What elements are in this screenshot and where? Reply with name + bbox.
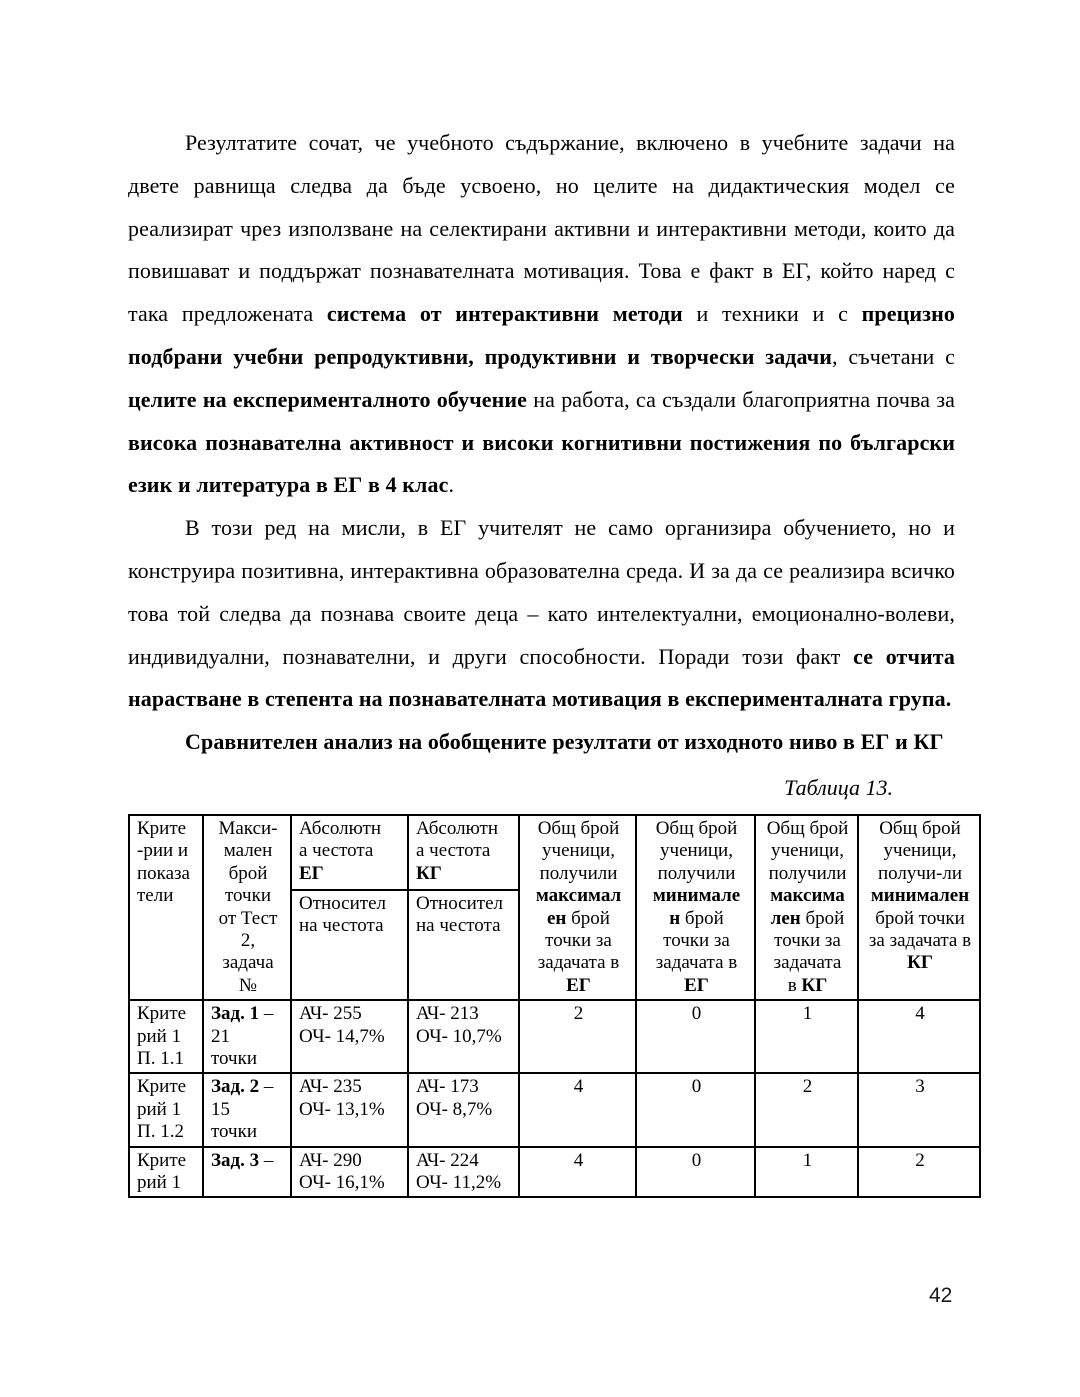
cell-line: а честота bbox=[416, 840, 491, 862]
cell-line: рий 1 bbox=[137, 1025, 182, 1047]
header-cell-abs-freq-kg bbox=[408, 815, 519, 1000]
body-paragraphs bbox=[128, 122, 979, 764]
cell-line: 0 bbox=[691, 1003, 702, 1025]
header-cell-max-count-kg bbox=[755, 815, 858, 1000]
table-cell bbox=[129, 1000, 203, 1073]
cell-line: брой точки bbox=[875, 907, 965, 929]
cell-line: 1 bbox=[802, 1149, 813, 1171]
header-section bbox=[130, 816, 202, 910]
paragraph-results: Резултатите сочат, че учебното съдържание, включено в учебните задачи на двете равнища следва да бъде усвоено, но целите на дидактическия модел се реализират чрез използване на селектирани активни и интерактивни методи, които да повишават и поддържат познавателната мотивация. Това е факт в ЕГ, който наред с така предложената система от интерактивни методи и техники и с прецизно подбрани учебни репродуктивни, продуктивни и творчески задачи, съчетани с целите на експерименталното обучение на работа, са създали благоприятна почва за висока познавателна активност и високи когнитивни постижения по български език и литература в ЕГ в 4 клас. bbox=[128, 130, 955, 498]
header-cell-min-count-kg bbox=[858, 815, 980, 1000]
cell-line: ученици, bbox=[771, 840, 844, 862]
cell-line: Относител bbox=[299, 892, 386, 914]
cell-line: лен брой bbox=[770, 907, 845, 929]
table-header-row bbox=[129, 815, 980, 1000]
cell-line: Зад. 3 – bbox=[211, 1149, 274, 1171]
cell-line: 0 bbox=[691, 1149, 702, 1171]
table-cell bbox=[519, 1000, 636, 1073]
cell-line: брой bbox=[228, 862, 268, 884]
table-cell bbox=[636, 1073, 755, 1146]
header-cell-max-count-eg bbox=[519, 815, 636, 1000]
cell-line: ученици, bbox=[660, 840, 733, 862]
cell-line: точки bbox=[224, 885, 271, 907]
cell-line: получи-ли bbox=[877, 862, 963, 884]
cell-line: ОЧ- 14,7% bbox=[299, 1025, 385, 1047]
header-section bbox=[637, 816, 754, 999]
cell-line: рий 1 bbox=[137, 1098, 182, 1120]
cell-line: максимал bbox=[535, 885, 622, 907]
cell-line: минимале bbox=[652, 885, 741, 907]
cell-line: ОЧ- 8,7% bbox=[416, 1098, 493, 1120]
table-cell bbox=[858, 1000, 980, 1073]
cell-line: КГ bbox=[907, 952, 933, 974]
cell-line: получили bbox=[539, 862, 618, 884]
cell-line: Крите bbox=[137, 817, 187, 839]
cell-line: получили bbox=[768, 862, 847, 884]
paragraph-teacher: В този ред на мисли, в ЕГ учителят не само организира обучението, но и конструира позитивна, интерактивна образователна среда. И за да се реализира всичко това той следва да познава своите деца – като интелектуални, емоционално-волеви, индивидуални, познавателни, и други способности. Поради този факт се отчита нарастване в степента на познавателната мотивация в експерименталната група. bbox=[128, 515, 956, 712]
table-row bbox=[129, 1147, 980, 1198]
cell-line: задача bbox=[222, 952, 274, 974]
cell-line: показа bbox=[137, 862, 190, 884]
cell-line: на честота bbox=[299, 915, 384, 937]
cell-line: АЧ- 290 bbox=[299, 1149, 362, 1171]
cell-line: АЧ- 213 bbox=[416, 1003, 479, 1025]
table-body bbox=[129, 1000, 980, 1197]
cell-line: Общ брой bbox=[655, 817, 738, 839]
cell-line: Абсолютн bbox=[299, 817, 382, 839]
header-cell-abs-freq-eg bbox=[291, 815, 408, 1000]
cell-line: АЧ- 255 bbox=[299, 1003, 362, 1025]
cell-line: рий 1 bbox=[137, 1172, 182, 1194]
table-cell bbox=[755, 1000, 858, 1073]
cell-line: 0 bbox=[691, 1076, 702, 1098]
section-heading: Сравнителен анализ на обобщените резултати от изходното ниво в ЕГ и КГ bbox=[185, 729, 944, 755]
cell-line: а честота bbox=[299, 840, 374, 862]
cell-line: 15 bbox=[211, 1098, 230, 1120]
page-number: 42 bbox=[929, 1284, 953, 1307]
table-cell bbox=[636, 1147, 755, 1198]
header-section bbox=[409, 816, 518, 891]
cell-line: Макси- bbox=[218, 817, 278, 839]
cell-line: 2 bbox=[802, 1076, 813, 1098]
table-cell bbox=[408, 1073, 519, 1146]
table-cell bbox=[203, 1073, 291, 1146]
cell-line: 2 bbox=[573, 1003, 584, 1025]
table-cell bbox=[408, 1000, 519, 1073]
cell-line: Зад. 2 – bbox=[211, 1076, 274, 1098]
table-cell bbox=[858, 1147, 980, 1198]
table-cell bbox=[129, 1073, 203, 1146]
cell-line: 1 bbox=[802, 1003, 813, 1025]
table-cell bbox=[203, 1147, 291, 1198]
cell-line: тели bbox=[137, 885, 174, 907]
table-cell bbox=[755, 1073, 858, 1146]
cell-line: Крите bbox=[137, 1076, 187, 1098]
table-row bbox=[129, 1000, 980, 1073]
cell-line: Крите bbox=[137, 1149, 187, 1171]
cell-line: задачата в bbox=[655, 952, 738, 974]
table-cell bbox=[291, 1000, 408, 1073]
cell-line: ен брой bbox=[547, 907, 610, 929]
table-cell bbox=[129, 1147, 203, 1198]
cell-line: за задачата в bbox=[868, 929, 972, 951]
table-cell bbox=[636, 1000, 755, 1073]
header-section bbox=[756, 816, 857, 999]
table-cell bbox=[408, 1147, 519, 1198]
header-section bbox=[859, 816, 979, 977]
cell-line: 2 bbox=[915, 1149, 925, 1171]
cell-line: задачата в bbox=[537, 952, 620, 974]
cell-line: ЕГ bbox=[684, 974, 709, 996]
header-section bbox=[292, 816, 407, 891]
cell-line: точки bbox=[211, 1048, 258, 1070]
cell-line: Общ брой bbox=[879, 817, 961, 839]
cell-line: П. 1.2 bbox=[137, 1121, 184, 1143]
cell-line: АЧ- 173 bbox=[416, 1076, 479, 1098]
table-cell bbox=[755, 1147, 858, 1198]
cell-line: точки за bbox=[545, 929, 612, 951]
cell-line: 4 bbox=[573, 1149, 584, 1171]
cell-line: ученици, bbox=[883, 840, 957, 862]
cell-line: -рии и bbox=[137, 840, 189, 862]
table-cell bbox=[291, 1147, 408, 1198]
cell-line: максима bbox=[770, 885, 845, 907]
cell-line: задачата bbox=[773, 952, 842, 974]
table-cell bbox=[519, 1073, 636, 1146]
header-cell-min-count-eg bbox=[636, 815, 755, 1000]
header-section bbox=[520, 816, 635, 999]
header-section bbox=[409, 891, 518, 940]
cell-line: Абсолютн bbox=[416, 817, 499, 839]
cell-line: Общ брой bbox=[537, 817, 620, 839]
cell-line: ОЧ- 13,1% bbox=[299, 1098, 385, 1120]
cell-line: от Тест bbox=[218, 907, 278, 929]
table-cell bbox=[858, 1073, 980, 1146]
table-cell bbox=[203, 1000, 291, 1073]
cell-line: ЕГ bbox=[299, 862, 324, 884]
cell-line: точки за bbox=[663, 929, 730, 951]
cell-line: в КГ bbox=[787, 974, 828, 996]
header-section bbox=[292, 891, 407, 940]
results-table bbox=[128, 814, 981, 1199]
cell-line: ОЧ- 10,7% bbox=[416, 1025, 502, 1047]
cell-line: 4 bbox=[915, 1003, 925, 1025]
cell-line: Относител bbox=[416, 892, 503, 914]
cell-line: получили bbox=[657, 862, 736, 884]
cell-line: ЕГ bbox=[566, 974, 591, 996]
cell-line: н брой bbox=[669, 907, 724, 929]
header-cell-max-points bbox=[203, 815, 291, 1000]
table-caption: Таблица 13. bbox=[784, 774, 893, 800]
cell-line: мален bbox=[223, 840, 273, 862]
cell-line: на честота bbox=[416, 915, 501, 937]
cell-line: № bbox=[238, 974, 258, 996]
cell-line: 2, bbox=[240, 929, 256, 951]
cell-line: ученици, bbox=[542, 840, 615, 862]
cell-line: 4 bbox=[573, 1076, 584, 1098]
cell-line: 21 bbox=[211, 1025, 230, 1047]
cell-line: точки bbox=[211, 1121, 258, 1143]
table-cell bbox=[519, 1147, 636, 1198]
header-cell-criteria bbox=[129, 815, 203, 1000]
table-cell bbox=[291, 1073, 408, 1146]
cell-line: КГ bbox=[416, 862, 442, 884]
page-content bbox=[128, 122, 979, 1198]
cell-line: точки за bbox=[774, 929, 841, 951]
cell-line: минимален bbox=[870, 885, 970, 907]
cell-line: Зад. 1 – bbox=[211, 1003, 274, 1025]
cell-line: П. 1.1 bbox=[137, 1048, 184, 1070]
cell-line: ОЧ- 11,2% bbox=[416, 1172, 502, 1194]
cell-line: Общ брой bbox=[766, 817, 849, 839]
table-row bbox=[129, 1073, 980, 1146]
cell-line: Крите bbox=[137, 1003, 187, 1025]
cell-line: АЧ- 224 bbox=[416, 1149, 479, 1171]
cell-line: ОЧ- 16,1% bbox=[299, 1172, 385, 1194]
cell-line: 3 bbox=[915, 1076, 925, 1098]
header-section bbox=[204, 816, 290, 999]
cell-line: АЧ- 235 bbox=[299, 1076, 362, 1098]
